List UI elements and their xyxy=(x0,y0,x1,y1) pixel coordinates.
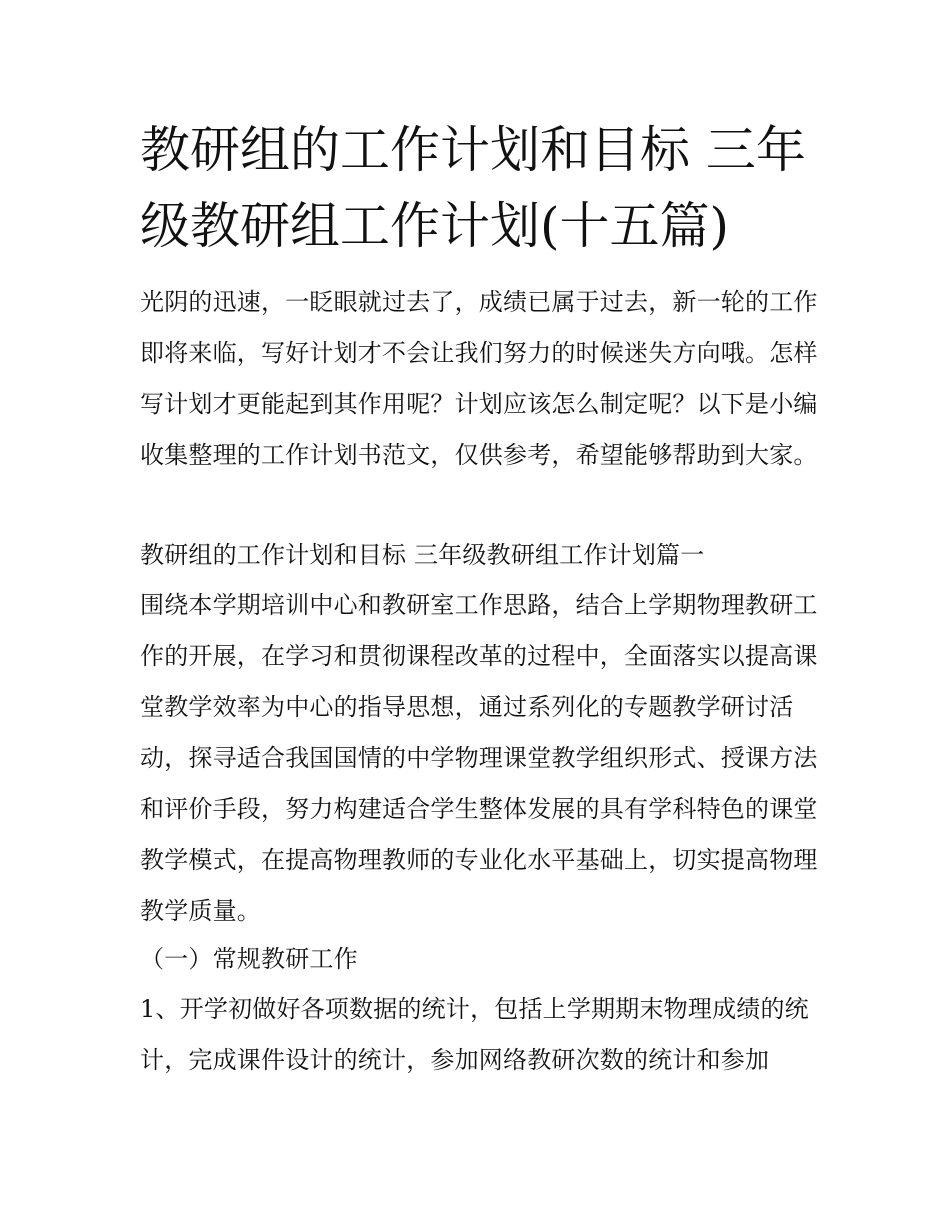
intro-paragraph: 光阴的迅速，一眨眼就过去了，成绩已属于过去，新一轮的工作即将来临，写好计划才不会让我们努力的时候迷失方向哦。怎样写计划才更能起到其作用呢？计划应该怎么制定呢？以下是小编收集整理的工作计划书范文，仅供参考，希望能够帮助到大家。 xyxy=(140,288,818,469)
section-heading: 教研组的工作计划和目标 三年级教研组工作计划篇一 xyxy=(140,541,705,569)
body-paragraph: 围绕本学期培训中心和教研室工作思路，结合上学期物理教研工作的开展，在学习和贯彻课程改革的过程中，全面落实以提高课堂教学效率为中心的指导思想，通过系列化的专题教学研讨活动，探寻适合我国国情的中学物理课堂教学组织形式、授课方法和评价手段，努力构建适合学生整体发展的具有学科特色的课堂教学模式，在提高物理教师的专业化水平基础上，切实提高物理教学质量。 xyxy=(140,591,818,925)
subsection-heading: （一）常规教研工作 xyxy=(140,945,358,973)
list-item: 1、开学初做好各项数据的统计，包括上学期期末物理成绩的统计，完成课件设计的统计，参加网络教研次数的统计和参加 xyxy=(140,995,809,1074)
document-title: 教研组的工作计划和目标 三年级教研组工作计划(十五篇) xyxy=(140,121,806,255)
